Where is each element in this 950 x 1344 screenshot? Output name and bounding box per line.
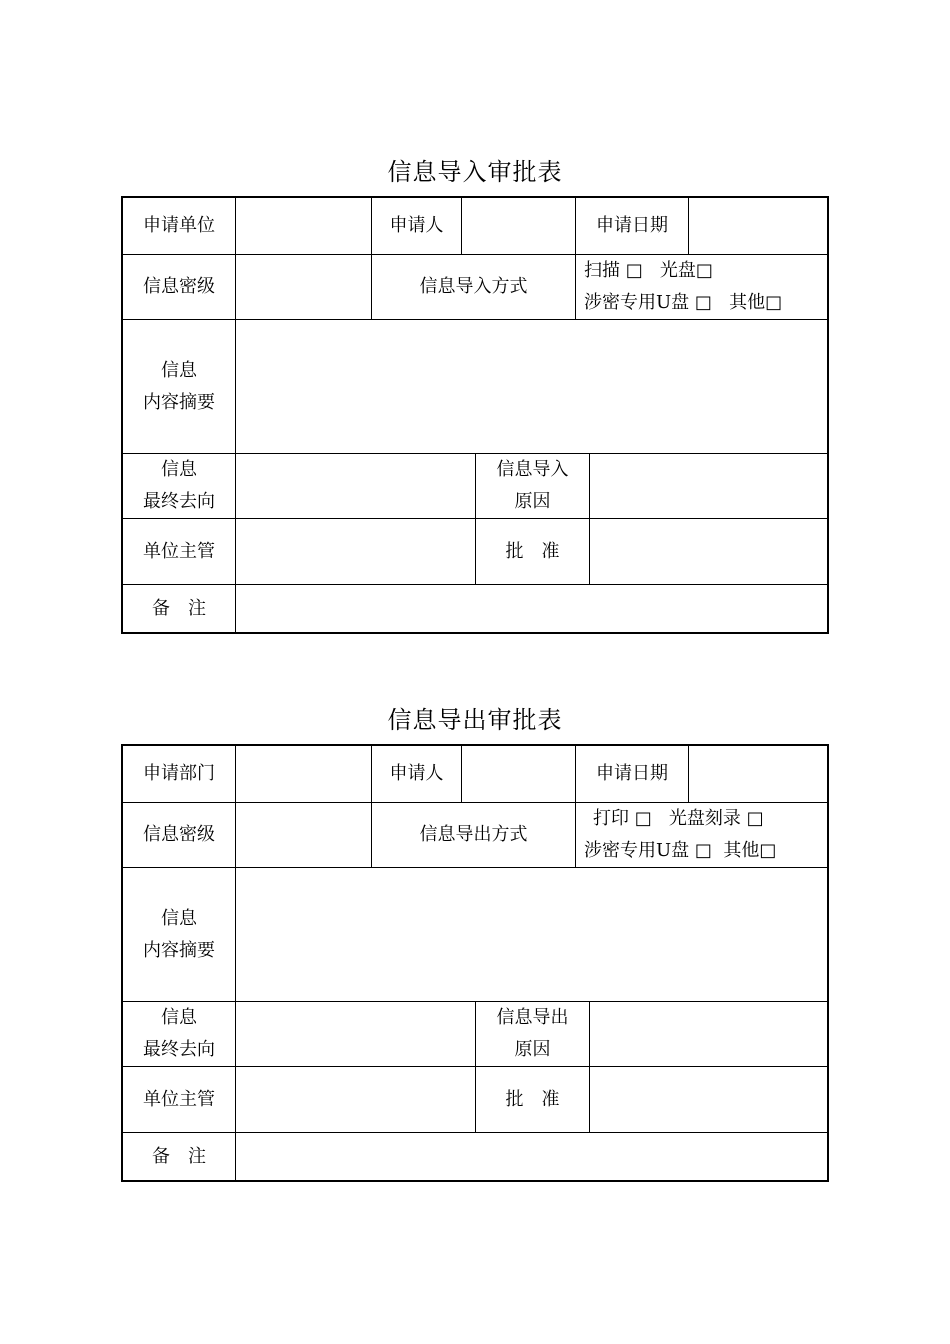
remarks-field[interactable] [236, 1133, 827, 1180]
destination-label-line-2: 最终去向 [143, 1039, 215, 1060]
supervisor-field[interactable] [236, 519, 476, 585]
secret-level-field[interactable] [236, 255, 372, 320]
unit-field[interactable] [236, 198, 372, 255]
destination-label [123, 454, 236, 519]
date-label: 申请日期 [576, 198, 689, 255]
destination-label [123, 1002, 236, 1067]
import-approval-form [121, 196, 829, 634]
department-label: 申请部门 [123, 746, 236, 803]
applicant-field[interactable] [462, 198, 576, 255]
reason-label [476, 1002, 590, 1067]
summary-field[interactable] [236, 868, 827, 1002]
secret-level-field[interactable] [236, 803, 372, 868]
approve-label: 批 准 [476, 519, 590, 585]
remarks-label: 备 注 [123, 1133, 236, 1180]
approve-field[interactable] [590, 1067, 827, 1133]
summary-label [123, 320, 236, 454]
supervisor-label: 单位主管 [123, 1067, 236, 1133]
supervisor-label: 单位主管 [123, 519, 236, 585]
applicant-field[interactable] [462, 746, 576, 803]
import-method-options[interactable] [576, 255, 827, 320]
date-label: 申请日期 [576, 746, 689, 803]
export-method-options[interactable] [576, 803, 827, 868]
supervisor-field[interactable] [236, 1067, 476, 1133]
reason-field[interactable] [590, 454, 827, 519]
export-method-label: 信息导出方式 [372, 803, 576, 868]
summary-label [123, 868, 236, 1002]
export-approval-form [121, 744, 829, 1182]
reason-label-line-2: 原因 [514, 1039, 551, 1060]
reason-field[interactable] [590, 1002, 827, 1067]
destination-label-line-1: 信息 [161, 459, 197, 480]
destination-label-line-1: 信息 [161, 1007, 197, 1028]
date-field[interactable] [689, 746, 827, 803]
summary-field[interactable] [236, 320, 827, 454]
destination-field[interactable] [236, 1002, 476, 1067]
import-form-title: 信息导入审批表 [387, 158, 563, 186]
method-options-line-1[interactable]: 打印 □ 光盘刻录 □ [593, 808, 764, 829]
destination-field[interactable] [236, 454, 476, 519]
method-options-line-2[interactable]: 涉密专用U盘 □ 其他□ [584, 292, 783, 313]
method-options-line-2[interactable]: 涉密专用U盘 □ 其他□ [584, 840, 777, 861]
department-field[interactable] [236, 746, 372, 803]
secret-level-label: 信息密级 [123, 803, 236, 868]
applicant-label: 申请人 [372, 198, 462, 255]
remarks-field[interactable] [236, 585, 827, 632]
reason-label-line-1: 信息导入 [496, 459, 569, 480]
date-field[interactable] [689, 198, 827, 255]
remarks-label: 备 注 [123, 585, 236, 632]
approve-label: 批 准 [476, 1067, 590, 1133]
secret-level-label: 信息密级 [123, 255, 236, 320]
destination-label-line-2: 最终去向 [143, 491, 215, 512]
reason-label [476, 454, 590, 519]
summary-label-line-1: 信息 [161, 359, 197, 381]
export-form-title: 信息导出审批表 [387, 706, 563, 734]
reason-label-line-1: 信息导出 [496, 1007, 569, 1028]
summary-label-line-2: 内容摘要 [143, 939, 215, 961]
import-method-label: 信息导入方式 [372, 255, 576, 320]
applicant-label: 申请人 [372, 746, 462, 803]
unit-label: 申请单位 [123, 198, 236, 255]
summary-label-line-1: 信息 [161, 907, 197, 929]
reason-label-line-2: 原因 [514, 491, 551, 512]
summary-label-line-2: 内容摘要 [143, 391, 215, 413]
method-options-line-1[interactable]: 扫描 □ 光盘□ [584, 260, 713, 281]
approve-field[interactable] [590, 519, 827, 585]
